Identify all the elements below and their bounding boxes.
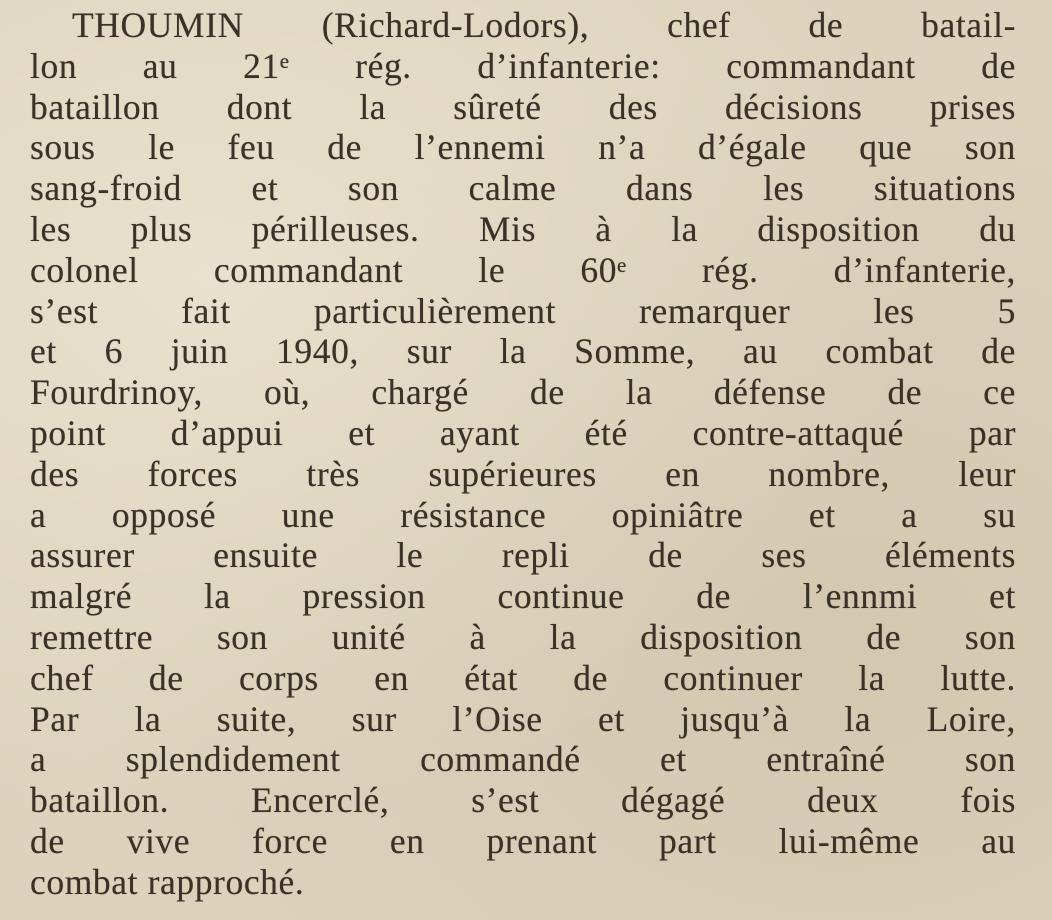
article-line: THOUMIN (Richard-Lodors), chef de batail- (72, 5, 1016, 45)
article-line: chef de corps en état de continuer la lutte. (30, 657, 1016, 698)
article-line: a opposé une résistance opiniâtre et a su (30, 494, 1016, 535)
article-line: bataillon dont la sûreté des décisions prises (30, 86, 1016, 127)
article-line: assurer ensuite le repli de ses éléments (30, 535, 1016, 576)
article-line: et 6 juin 1940, sur la Somme, au combat de (30, 331, 1016, 372)
article-line: des forces très supérieures en nombre, leur (30, 453, 1016, 494)
article-line: combat rapproché. (30, 861, 305, 902)
article-line: colonel commandant le 60ᵉ rég. d’infanterie, (30, 249, 1016, 290)
article-line: Par la suite, sur l’Oise et jusqu’à la Loire, (30, 698, 1016, 739)
article-line: point d’appui et ayant été contre-attaqué par (30, 412, 1016, 453)
article-line: lon au 21ᵉ rég. d’infanterie: commandant de (30, 45, 1016, 86)
article-line: a splendidement commandé et entraîné son (30, 739, 1016, 780)
article-line: Fourdrinoy, où, chargé de la défense de ce (30, 372, 1016, 413)
article-line: sous le feu de l’ennemi n’a d’égale que son (30, 127, 1016, 168)
article-line: remettre son unité à la disposition de son (30, 616, 1016, 657)
article-line: de vive force en prenant part lui-même au (30, 820, 1016, 861)
article-line: malgré la pression continue de l’ennmi et (30, 576, 1016, 617)
article-line: bataillon. Encerclé, s’est dégagé deux fois (30, 780, 1016, 821)
article-line: s’est fait particulièrement remarquer les 5 (30, 290, 1016, 331)
article-line: sang-froid et son calme dans les situations (30, 168, 1016, 209)
article-line: les plus périlleuses. Mis à la disposition du (30, 208, 1016, 249)
